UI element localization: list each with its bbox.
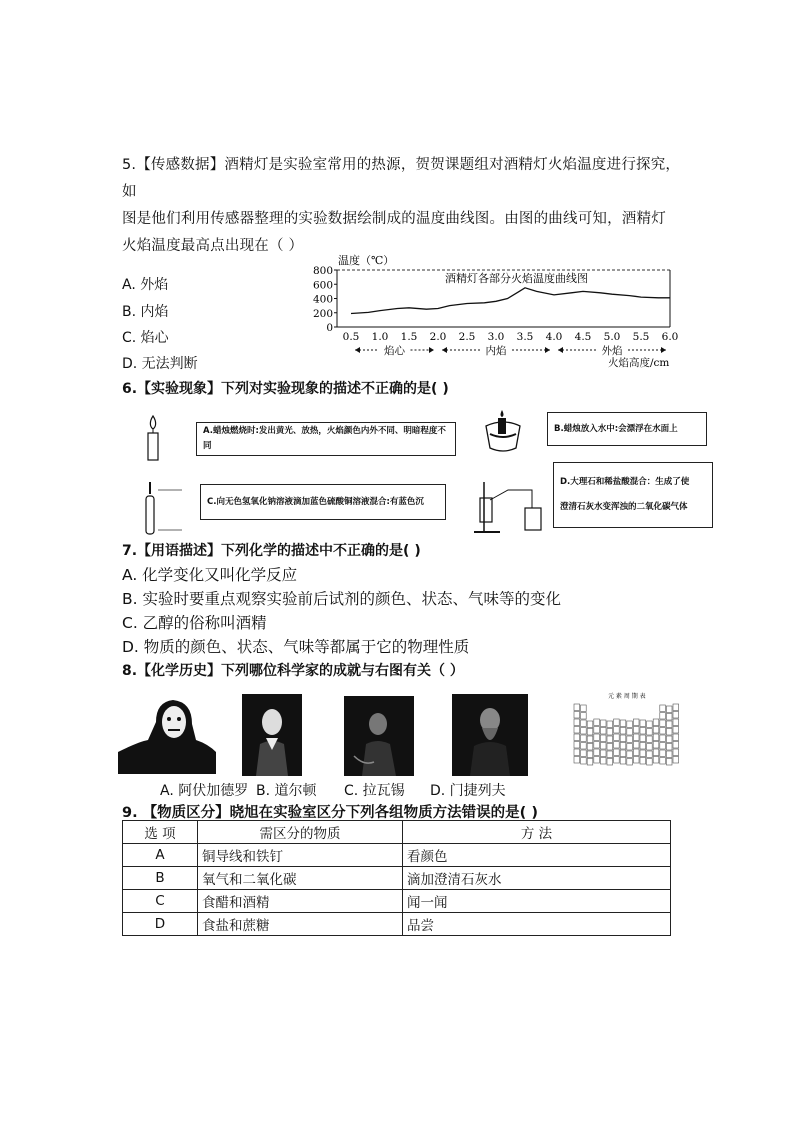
row-a-substances: 铜导线和铁钉 bbox=[198, 844, 403, 867]
periodic-cell bbox=[581, 713, 587, 720]
temperature-chart bbox=[300, 250, 690, 375]
q6-box-b: B.蜡烛放入水中:会漂浮在水面上 bbox=[547, 412, 707, 446]
periodic-cell bbox=[620, 720, 626, 727]
periodic-cell bbox=[581, 705, 587, 712]
periodic-cell bbox=[640, 728, 646, 735]
periodic-cell bbox=[660, 735, 666, 742]
periodic-cell bbox=[594, 727, 600, 734]
x-tick-label: 2.0 bbox=[429, 331, 447, 343]
portrait-mendeleev-image bbox=[452, 694, 528, 776]
periodic-cell bbox=[574, 749, 580, 756]
periodic-cell bbox=[627, 721, 633, 728]
periodic-cell bbox=[614, 727, 620, 734]
periodic-cell bbox=[673, 704, 679, 711]
temperature-curve bbox=[351, 288, 670, 314]
q7-option-a: A. 化学变化又叫化学反应 bbox=[122, 566, 298, 584]
periodic-cell bbox=[600, 750, 606, 757]
region-label: 焰心 bbox=[384, 345, 405, 357]
periodic-cell bbox=[633, 727, 639, 734]
periodic-cell bbox=[581, 735, 587, 742]
periodic-cell bbox=[653, 757, 659, 764]
periodic-cell bbox=[600, 735, 606, 742]
periodic-cell bbox=[614, 757, 620, 764]
periodic-cell bbox=[587, 751, 593, 758]
row-c-substances: 食醋和酒精 bbox=[198, 890, 403, 913]
periodic-cell bbox=[640, 750, 646, 757]
periodic-cell bbox=[627, 729, 633, 736]
periodic-cell bbox=[653, 734, 659, 741]
periodic-cell bbox=[647, 759, 653, 766]
periodic-cell bbox=[587, 721, 593, 728]
periodic-cell bbox=[594, 749, 600, 756]
q5-option-c: C. 焰心 bbox=[122, 330, 169, 346]
svg-text:元 素 周 期 表: 元 素 周 期 表 bbox=[608, 693, 646, 700]
periodic-cell bbox=[660, 713, 666, 720]
q9-table bbox=[122, 820, 671, 936]
q7-option-b: B. 实验时要重点观察实验前后试剂的颜色、状态、气味等的变化 bbox=[122, 590, 561, 608]
q6-box-d-line1: D.大理石和稀盐酸混合：生成了使 bbox=[560, 477, 690, 487]
periodic-cell bbox=[673, 734, 679, 741]
periodic-table-cells bbox=[574, 704, 679, 765]
q8-option-d: D. 门捷列夫 bbox=[430, 783, 506, 799]
x-tick-label: 3.5 bbox=[516, 331, 534, 343]
q5-option-b: B. 内焰 bbox=[122, 304, 169, 320]
periodic-cell bbox=[640, 758, 646, 765]
periodic-cell bbox=[607, 759, 613, 766]
periodic-cell bbox=[640, 743, 646, 750]
periodic-cell bbox=[653, 749, 659, 756]
q6-box-a: A.蜡烛燃烧时:发出黄光、放热，火焰颜色内外不同、明暗程度不同 bbox=[196, 422, 456, 456]
q8-option-a: A. 阿伏加德罗 bbox=[160, 783, 249, 799]
periodic-cell bbox=[627, 759, 633, 766]
periodic-cell bbox=[600, 720, 606, 727]
q7-option-c: C. 乙醇的俗称叫酒精 bbox=[122, 614, 267, 632]
periodic-cell bbox=[574, 727, 580, 734]
x-tick-label: 2.5 bbox=[458, 331, 476, 343]
periodic-cell bbox=[594, 742, 600, 749]
x-tick-label: 4.0 bbox=[545, 331, 563, 343]
table-header-row bbox=[123, 821, 671, 844]
periodic-cell bbox=[581, 720, 587, 727]
dropper-test-tube-icon bbox=[138, 480, 188, 538]
periodic-cell bbox=[600, 758, 606, 765]
periodic-cell bbox=[607, 729, 613, 736]
row-a-option: A bbox=[123, 844, 198, 867]
periodic-cell bbox=[673, 757, 679, 764]
portrait-lavoisier-image bbox=[344, 696, 414, 776]
row-b-option: B bbox=[123, 867, 198, 890]
periodic-cell bbox=[640, 720, 646, 727]
periodic-cell bbox=[581, 758, 587, 765]
periodic-cell bbox=[587, 729, 593, 736]
periodic-cell bbox=[574, 757, 580, 764]
periodic-cell bbox=[660, 720, 666, 727]
row-d-method: 品尝 bbox=[403, 913, 671, 936]
periodic-cell bbox=[673, 742, 679, 749]
periodic-cell bbox=[633, 742, 639, 749]
x-tick-label: 1.5 bbox=[400, 331, 418, 343]
row-b-method: 滴加澄清石灰水 bbox=[403, 867, 671, 890]
q5-option-d: D. 无法判断 bbox=[122, 356, 198, 372]
periodic-cell bbox=[614, 742, 620, 749]
table-row bbox=[123, 890, 671, 913]
y-axis-ticks bbox=[313, 265, 337, 334]
row-b-substances: 氧气和二氧化碳 bbox=[198, 867, 403, 890]
periodic-cell bbox=[666, 744, 672, 751]
arrowhead-right bbox=[545, 347, 550, 353]
y-tick-label: 800 bbox=[312, 265, 333, 277]
periodic-cell bbox=[660, 750, 666, 757]
periodic-cell bbox=[666, 751, 672, 758]
periodic-cell bbox=[653, 727, 659, 734]
y-tick-label: 200 bbox=[312, 307, 333, 320]
header-option: 选 项 bbox=[123, 821, 198, 844]
y-tick-label: 600 bbox=[312, 279, 333, 292]
periodic-cell bbox=[666, 721, 672, 728]
periodic-cell bbox=[581, 743, 587, 750]
periodic-cell bbox=[633, 719, 639, 726]
y-tick-label: 400 bbox=[312, 293, 333, 306]
q6-box-c: C.向无色氢氧化钠溶液滴加蓝色硫酸铜溶液混合:有蓝色沉 bbox=[200, 484, 446, 520]
q5-line2: 图是他们利用传感器整理的实验数据绘制成的温度曲线图。由图的曲线可知，酒精灯 bbox=[122, 211, 666, 227]
flame-regions bbox=[355, 344, 666, 357]
periodic-cell bbox=[653, 742, 659, 749]
periodic-cell bbox=[647, 736, 653, 743]
chart-ylabel: 温度（℃） bbox=[338, 254, 395, 267]
table-row bbox=[123, 867, 671, 890]
periodic-cell bbox=[581, 728, 587, 735]
periodic-cell bbox=[640, 735, 646, 742]
row-d-option: D bbox=[123, 913, 198, 936]
q6-stem: 6.【实验现象】下列对实验现象的描述不正确的是( ) bbox=[122, 381, 449, 397]
periodic-cell bbox=[660, 758, 666, 765]
q6-box-d bbox=[553, 462, 713, 528]
table-row bbox=[123, 844, 671, 867]
candle-icon bbox=[142, 414, 164, 462]
arrowhead-right bbox=[661, 347, 666, 353]
row-d-substances: 食盐和蔗糖 bbox=[198, 913, 403, 936]
periodic-cell bbox=[574, 704, 580, 711]
x-tick-label: 0.5 bbox=[342, 331, 360, 343]
q5-line3: 火焰温度最高点出现在（ ） bbox=[122, 238, 304, 254]
region-label: 内焰 bbox=[485, 345, 507, 357]
periodic-cell bbox=[673, 719, 679, 726]
periodic-cell bbox=[627, 736, 633, 743]
periodic-cell bbox=[633, 749, 639, 756]
periodic-cell bbox=[587, 759, 593, 766]
periodic-cell bbox=[673, 749, 679, 756]
periodic-cell bbox=[607, 744, 613, 751]
periodic-cell bbox=[574, 712, 580, 719]
periodic-cell bbox=[666, 736, 672, 743]
q5-line1: 5.【传感数据】酒精灯是实验室常用的热源，贺贺课题组对酒精灯火焰温度进行探究，如 bbox=[122, 157, 681, 200]
periodic-cell bbox=[594, 734, 600, 741]
periodic-cell bbox=[633, 757, 639, 764]
x-tick-label: 5.5 bbox=[632, 331, 650, 343]
row-a-method: 看颜色 bbox=[403, 844, 671, 867]
periodic-cell bbox=[647, 729, 653, 736]
arrowhead-left bbox=[355, 347, 360, 353]
periodic-cell bbox=[620, 743, 626, 750]
periodic-cell bbox=[587, 744, 593, 751]
row-c-option: C bbox=[123, 890, 198, 913]
periodic-cell bbox=[633, 734, 639, 741]
q8-option-b: B. 道尔顿 bbox=[256, 783, 317, 799]
row-c-method: 闻一闻 bbox=[403, 890, 671, 913]
x-tick-label: 6.0 bbox=[661, 331, 679, 343]
periodic-cell bbox=[614, 749, 620, 756]
periodic-cell bbox=[614, 719, 620, 726]
periodic-cell bbox=[666, 729, 672, 736]
q7-option-d: D. 物质的颜色、状态、气味等都属于它的物理性质 bbox=[122, 638, 470, 656]
periodic-cell bbox=[673, 712, 679, 719]
periodic-cell bbox=[627, 751, 633, 758]
x-tick-label: 5.0 bbox=[603, 331, 621, 343]
x-tick-label: 1.0 bbox=[371, 331, 389, 343]
x-tick-label: 3.0 bbox=[487, 331, 505, 343]
periodic-cell bbox=[620, 758, 626, 765]
periodic-table-image bbox=[568, 690, 688, 772]
periodic-cell bbox=[587, 736, 593, 743]
periodic-cell bbox=[614, 734, 620, 741]
x-axis-ticks bbox=[343, 331, 679, 343]
periodic-cell bbox=[647, 744, 653, 751]
q5-option-a: A. 外焰 bbox=[122, 277, 169, 293]
header-method: 方 法 bbox=[403, 821, 671, 844]
q8-option-c: C. 拉瓦锡 bbox=[344, 783, 405, 799]
periodic-cell bbox=[594, 757, 600, 764]
periodic-cell bbox=[581, 750, 587, 757]
arrowhead-right bbox=[429, 347, 434, 353]
region-label: 外焰 bbox=[601, 345, 623, 357]
y-tick-label: 0 bbox=[326, 322, 333, 334]
candle-in-water-icon bbox=[478, 408, 528, 454]
portrait-avogadro-image bbox=[118, 692, 216, 774]
periodic-cell bbox=[574, 734, 580, 741]
periodic-cell bbox=[600, 743, 606, 750]
periodic-cell bbox=[666, 706, 672, 713]
gas-apparatus-icon bbox=[470, 478, 550, 536]
periodic-cell bbox=[620, 728, 626, 735]
x-tick-label: 4.5 bbox=[574, 331, 592, 343]
periodic-cell bbox=[660, 728, 666, 735]
periodic-cell bbox=[607, 736, 613, 743]
periodic-cell bbox=[620, 750, 626, 757]
chart-title: 酒精灯各部分火焰温度曲线图 bbox=[445, 272, 588, 285]
q7-stem: 7.【用语描述】下列化学的描述中不正确的是( ) bbox=[122, 543, 421, 559]
periodic-cell bbox=[647, 751, 653, 758]
periodic-cell bbox=[666, 714, 672, 721]
periodic-cell bbox=[653, 719, 659, 726]
header-substances: 需区分的物质 bbox=[198, 821, 403, 844]
periodic-cell bbox=[666, 759, 672, 766]
q6-box-d-line2: 澄清石灰水变浑浊的二氧化碳气体 bbox=[560, 502, 688, 512]
periodic-cell bbox=[574, 742, 580, 749]
periodic-cell bbox=[647, 721, 653, 728]
portrait-dalton-image bbox=[242, 694, 302, 776]
q9-stem: 9. 【物质区分】晓旭在实验室区分下列各组物质方法错误的是( ) bbox=[122, 805, 538, 821]
periodic-cell bbox=[660, 705, 666, 712]
periodic-cell bbox=[607, 751, 613, 758]
arrowhead-left bbox=[442, 347, 447, 353]
periodic-cell bbox=[574, 719, 580, 726]
periodic-cell bbox=[620, 735, 626, 742]
periodic-cell bbox=[673, 727, 679, 734]
q8-stem: 8.【化学历史】下列哪位科学家的成就与右图有关（ ） bbox=[122, 663, 464, 679]
chart-xlabel: 火焰高度/cm bbox=[608, 357, 670, 369]
periodic-cell bbox=[627, 744, 633, 751]
arrowhead-left bbox=[558, 347, 563, 353]
periodic-cell bbox=[594, 719, 600, 726]
periodic-cell bbox=[660, 743, 666, 750]
periodic-cell bbox=[607, 721, 613, 728]
periodic-cell bbox=[600, 728, 606, 735]
table-row bbox=[123, 913, 671, 936]
q5-text bbox=[122, 152, 682, 260]
